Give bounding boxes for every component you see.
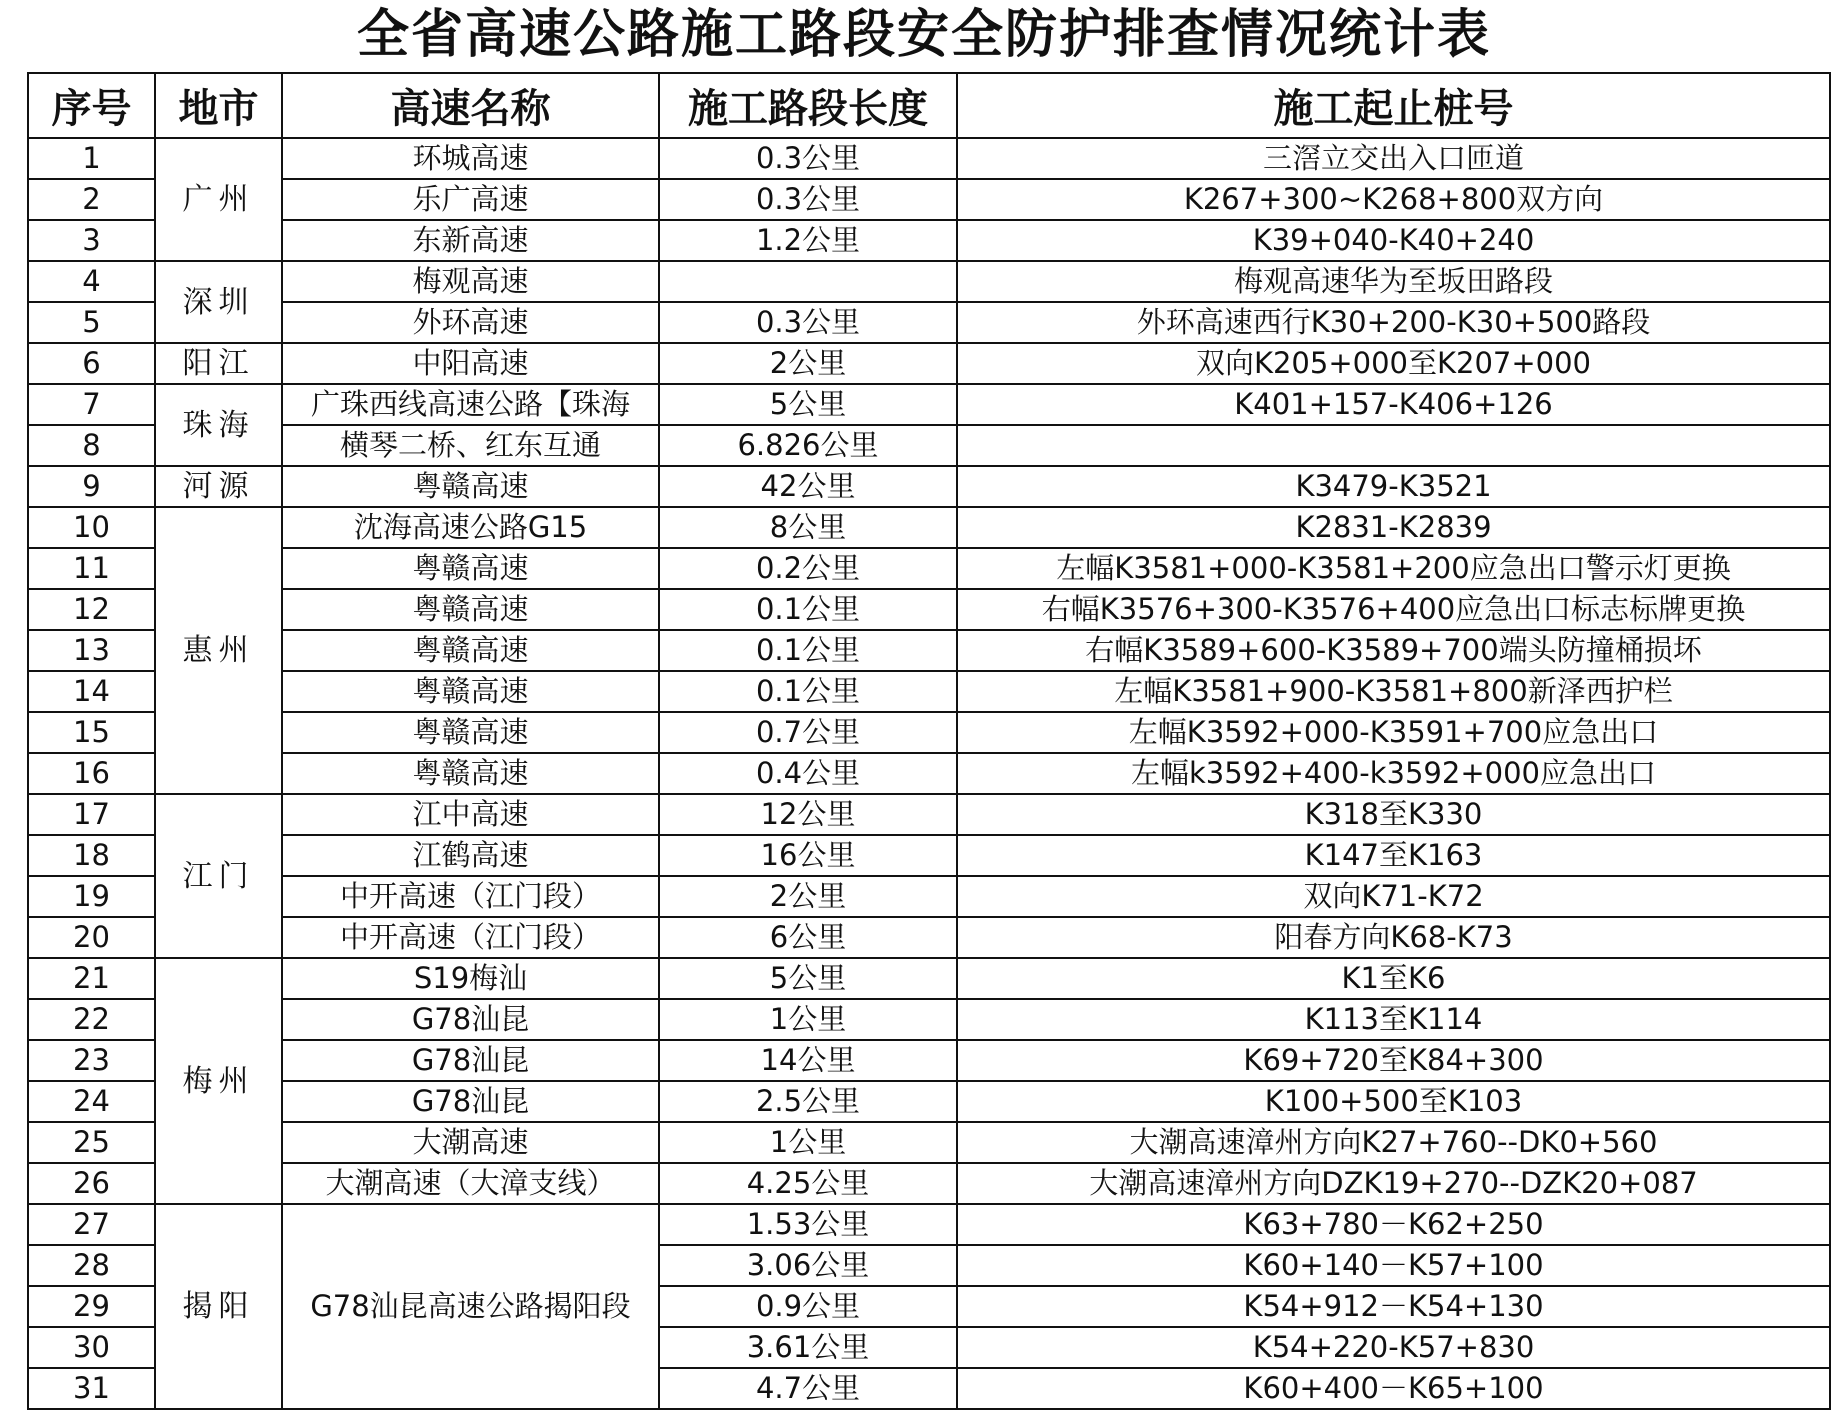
cell-name: 东新高速	[282, 220, 659, 261]
cell-name: 粤赣高速	[282, 671, 659, 712]
table-row	[28, 343, 1830, 384]
cell-idx: 1	[28, 138, 155, 179]
cell-name: 外环高速	[282, 302, 659, 343]
cell-city: 河源	[155, 466, 282, 507]
cell-range: K100+500至K103	[957, 1081, 1830, 1122]
cell-length: 5公里	[659, 384, 957, 425]
table-row	[28, 261, 1830, 302]
cell-length: 0.2公里	[659, 548, 957, 589]
table-row	[28, 712, 1830, 753]
cell-idx: 29	[28, 1286, 155, 1327]
cell-idx: 24	[28, 1081, 155, 1122]
cell-range: K1至K6	[957, 958, 1830, 999]
cell-idx: 23	[28, 1040, 155, 1081]
cell-length: 14公里	[659, 1040, 957, 1081]
cell-city: 惠州	[155, 507, 282, 794]
table-row	[28, 384, 1830, 425]
cell-range: K54+220-K57+830	[957, 1327, 1830, 1368]
table-row	[28, 753, 1830, 794]
cell-length: 1公里	[659, 1122, 957, 1163]
cell-range: 大潮高速漳州方向DZK19+270--DZK20+087	[957, 1163, 1830, 1204]
cell-length: 2.5公里	[659, 1081, 957, 1122]
cell-range: 外环高速西行K30+200-K30+500路段	[957, 302, 1830, 343]
cell-idx: 22	[28, 999, 155, 1040]
cell-name: 粤赣高速	[282, 466, 659, 507]
cell-name: 江中高速	[282, 794, 659, 835]
cell-name: 横琴二桥、红东互通	[282, 425, 659, 466]
cell-range: 梅观高速华为至坂田路段	[957, 261, 1830, 302]
cell-length: 0.3公里	[659, 179, 957, 220]
cell-range: 右幅K3589+600-K3589+700端头防撞桶损坏	[957, 630, 1830, 671]
cell-length: 42公里	[659, 466, 957, 507]
cell-length: 2公里	[659, 343, 957, 384]
statistics-table	[27, 72, 1831, 1410]
table-row	[28, 630, 1830, 671]
cell-length: 0.3公里	[659, 138, 957, 179]
cell-idx: 30	[28, 1327, 155, 1368]
cell-range: K54+912－K54+130	[957, 1286, 1830, 1327]
table-row	[28, 302, 1830, 343]
table-row	[28, 917, 1830, 958]
table-row	[28, 999, 1830, 1040]
cell-length: 3.06公里	[659, 1245, 957, 1286]
cell-idx: 28	[28, 1245, 155, 1286]
table-row	[28, 220, 1830, 261]
cell-name: G78汕昆	[282, 1040, 659, 1081]
header-name: 高速名称	[282, 73, 659, 138]
cell-idx: 11	[28, 548, 155, 589]
table-row	[28, 876, 1830, 917]
cell-range: 左幅K3581+000-K3581+200应急出口警示灯更换	[957, 548, 1830, 589]
cell-name: 粤赣高速	[282, 753, 659, 794]
table-row	[28, 1163, 1830, 1204]
cell-name: 粤赣高速	[282, 712, 659, 753]
table-row	[28, 425, 1830, 466]
table-row	[28, 1040, 1830, 1081]
cell-range: 阳春方向K68-K73	[957, 917, 1830, 958]
cell-name: 中开高速（江门段）	[282, 917, 659, 958]
cell-idx: 15	[28, 712, 155, 753]
cell-city: 梅州	[155, 958, 282, 1204]
cell-idx: 9	[28, 466, 155, 507]
cell-length: 8公里	[659, 507, 957, 548]
cell-range: K267+300~K268+800双方向	[957, 179, 1830, 220]
cell-idx: 7	[28, 384, 155, 425]
cell-idx: 3	[28, 220, 155, 261]
cell-range: 三滘立交出入口匝道	[957, 138, 1830, 179]
cell-city: 深圳	[155, 261, 282, 343]
cell-name: 大潮高速	[282, 1122, 659, 1163]
cell-range: K3479-K3521	[957, 466, 1830, 507]
cell-city: 广州	[155, 138, 282, 261]
cell-idx: 12	[28, 589, 155, 630]
cell-name: 大潮高速（大漳支线）	[282, 1163, 659, 1204]
cell-range: 左幅K3592+000-K3591+700应急出口	[957, 712, 1830, 753]
table-row	[28, 138, 1830, 179]
cell-length: 0.1公里	[659, 589, 957, 630]
cell-length: 0.1公里	[659, 671, 957, 712]
table-row	[28, 1081, 1830, 1122]
cell-idx: 10	[28, 507, 155, 548]
cell-length: 4.25公里	[659, 1163, 957, 1204]
cell-idx: 19	[28, 876, 155, 917]
header-idx: 序号	[28, 73, 155, 138]
cell-idx: 25	[28, 1122, 155, 1163]
cell-length: 4.7公里	[659, 1368, 957, 1409]
cell-name: 粤赣高速	[282, 548, 659, 589]
table-row	[28, 179, 1830, 220]
header-length: 施工路段长度	[659, 73, 957, 138]
cell-name: G78汕昆	[282, 999, 659, 1040]
cell-city: 江门	[155, 794, 282, 958]
table-row	[28, 548, 1830, 589]
cell-range: K63+780－K62+250	[957, 1204, 1830, 1245]
cell-length: 0.9公里	[659, 1286, 957, 1327]
table-row	[28, 589, 1830, 630]
cell-range: K60+400－K65+100	[957, 1368, 1830, 1409]
cell-idx: 20	[28, 917, 155, 958]
cell-length: 1公里	[659, 999, 957, 1040]
cell-range: K318至K330	[957, 794, 1830, 835]
cell-range	[957, 425, 1830, 466]
cell-length: 1.2公里	[659, 220, 957, 261]
header-city: 地市	[155, 73, 282, 138]
cell-range: 右幅K3576+300-K3576+400应急出口标志标牌更换	[957, 589, 1830, 630]
cell-idx: 2	[28, 179, 155, 220]
cell-name: G78汕昆	[282, 1081, 659, 1122]
cell-idx: 21	[28, 958, 155, 999]
table-row	[28, 835, 1830, 876]
cell-length: 3.61公里	[659, 1327, 957, 1368]
table-row	[28, 958, 1830, 999]
cell-idx: 31	[28, 1368, 155, 1409]
cell-name: S19梅汕	[282, 958, 659, 999]
table-row	[28, 794, 1830, 835]
cell-idx: 13	[28, 630, 155, 671]
cell-name: 乐广高速	[282, 179, 659, 220]
cell-name: 梅观高速	[282, 261, 659, 302]
cell-city: 珠海	[155, 384, 282, 466]
cell-length: 0.1公里	[659, 630, 957, 671]
cell-name: 中阳高速	[282, 343, 659, 384]
cell-range: K147至K163	[957, 835, 1830, 876]
page-title: 全省高速公路施工路段安全防护排查情况统计表	[356, 5, 1491, 65]
cell-range: K69+720至K84+300	[957, 1040, 1830, 1081]
cell-length: 0.7公里	[659, 712, 957, 753]
cell-idx: 16	[28, 753, 155, 794]
cell-range: K60+140－K57+100	[957, 1245, 1830, 1286]
table-row	[28, 507, 1830, 548]
cell-length: 16公里	[659, 835, 957, 876]
cell-idx: 14	[28, 671, 155, 712]
cell-range: K113至K114	[957, 999, 1830, 1040]
table-row	[28, 1122, 1830, 1163]
cell-idx: 18	[28, 835, 155, 876]
cell-range: K401+157-K406+126	[957, 384, 1830, 425]
cell-idx: 26	[28, 1163, 155, 1204]
cell-name: 中开高速（江门段）	[282, 876, 659, 917]
cell-name: 江鹤高速	[282, 835, 659, 876]
cell-name: 粤赣高速	[282, 630, 659, 671]
table-row	[28, 1204, 1830, 1245]
cell-range: K2831-K2839	[957, 507, 1830, 548]
cell-range: 双向K71-K72	[957, 876, 1830, 917]
header-range: 施工起止桩号	[957, 73, 1830, 138]
cell-length: 6.826公里	[659, 425, 957, 466]
table-row	[28, 671, 1830, 712]
cell-length	[659, 261, 957, 302]
cell-name: 广珠西线高速公路【珠海	[282, 384, 659, 425]
cell-length: 0.4公里	[659, 753, 957, 794]
cell-range: 大潮高速漳州方向K27+760--DK0+560	[957, 1122, 1830, 1163]
cell-city: 阳江	[155, 343, 282, 384]
cell-range: 左幅k3592+400-k3592+000应急出口	[957, 753, 1830, 794]
cell-idx: 6	[28, 343, 155, 384]
cell-length: 5公里	[659, 958, 957, 999]
cell-range: 双向K205+000至K207+000	[957, 343, 1830, 384]
table-row	[28, 466, 1830, 507]
cell-name: 沈海高速公路G15	[282, 507, 659, 548]
cell-name: 环城高速	[282, 138, 659, 179]
cell-range: 左幅K3581+900-K3581+800新泽西护栏	[957, 671, 1830, 712]
cell-range: K39+040-K40+240	[957, 220, 1830, 261]
cell-idx: 4	[28, 261, 155, 302]
cell-length: 0.3公里	[659, 302, 957, 343]
header-row	[28, 73, 1830, 138]
cell-length: 2公里	[659, 876, 957, 917]
cell-length: 6公里	[659, 917, 957, 958]
cell-length: 1.53公里	[659, 1204, 957, 1245]
cell-idx: 27	[28, 1204, 155, 1245]
cell-idx: 17	[28, 794, 155, 835]
cell-idx: 5	[28, 302, 155, 343]
cell-idx: 8	[28, 425, 155, 466]
cell-length: 12公里	[659, 794, 957, 835]
cell-name: G78汕昆高速公路揭阳段	[282, 1204, 659, 1409]
cell-city: 揭阳	[155, 1204, 282, 1409]
cell-name: 粤赣高速	[282, 589, 659, 630]
